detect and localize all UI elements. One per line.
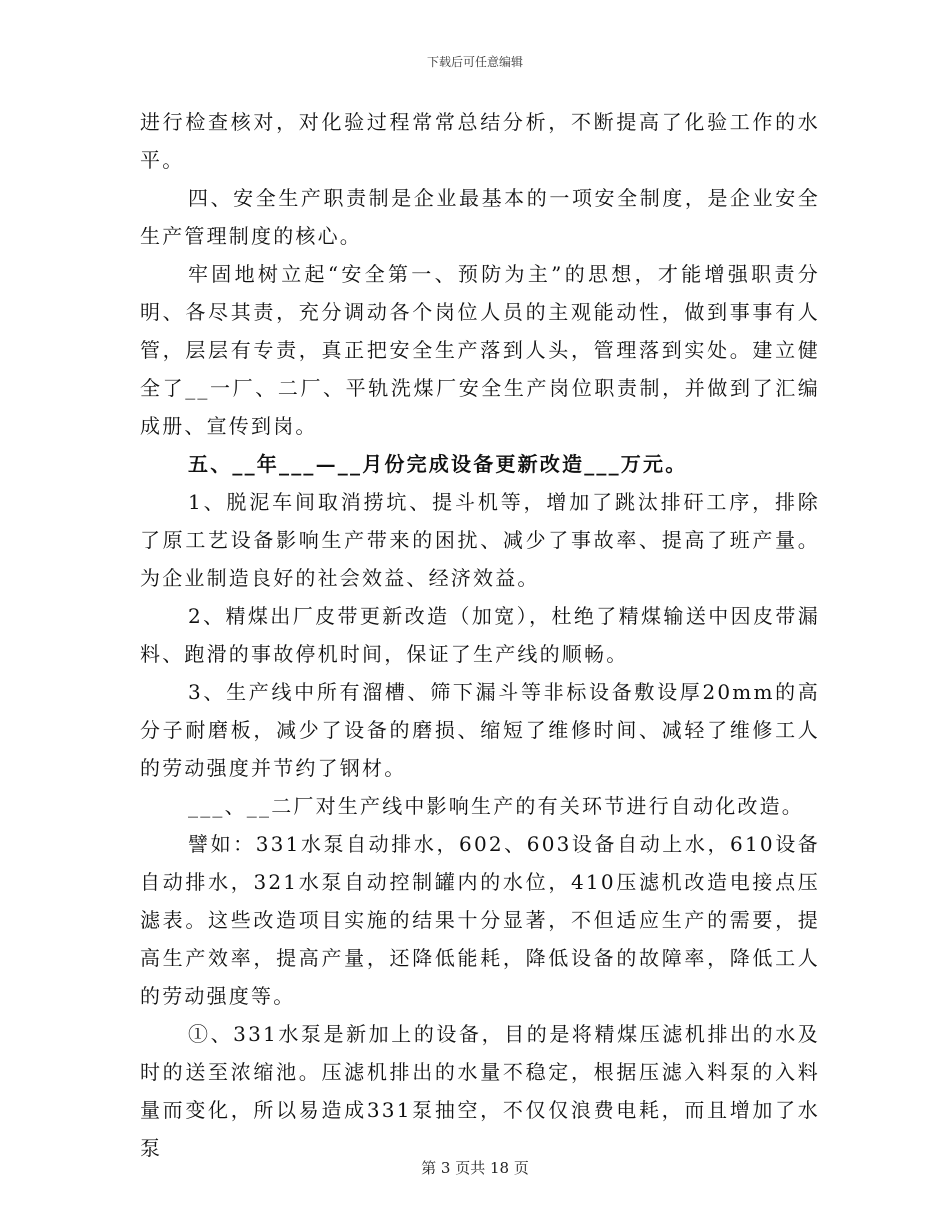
document-body (140, 103, 820, 1167)
paragraph-examples: 譬如：331水泵自动排水，602、603设备自动上水，610设备自动排水，321水泵自动控制罐内的水位，410压滤机改造电接点压滤表。这些改造项目实施的结果十分显著，不但适应生产的需要，提高生产效率，提高产量，还降低能耗，降低设备的故障率，降低工人的劳动强度等。 (140, 832, 820, 1008)
paragraph-pump-331: ①、331水泵是新加上的设备，目的是将精煤压滤机排出的水及时的送至浓缩池。压滤机排出的水量不稳定，根据压滤入料泵的入料量而变化，所以易造成331泵抽空，不仅仅浪费电耗，而且增加了水泵 (140, 1022, 820, 1160)
paragraph-item-1: 1、脱泥车间取消捞坑、提斗机等，增加了跳汰排矸工序，排除了原工艺设备影响生产带来的困扰、减少了事故率、提高了班产量。为企业制造良好的社会效益、经济效益。 (140, 490, 820, 590)
page-header-note: 下载后可任意编辑 (426, 55, 523, 69)
paragraph-item-2: 2、精煤出厂皮带更新改造（加宽），杜绝了精煤输送中因皮带漏料、跑滑的事故停机时间，保证了生产线的顺畅。 (140, 604, 820, 666)
paragraph-item-3: 3、生产线中所有溜槽、筛下漏斗等非标设备敷设厚20mm的高分子耐磨板，减少了设备的磨损、缩短了维修时间、减轻了维修工人的劳动强度并节约了钢材。 (140, 680, 820, 780)
paragraph-chemical-check: 进行检查核对，对化验过程常常总结分析，不断提高了化验工作的水平。 (140, 110, 820, 172)
paragraph-safety-first: 牢固地树立起“安全第一、预防为主”的思想，才能增强职责分明、各尽其责，充分调动各个岗位人员的主观能动性，做到事事有人管，层层有专责，真正把安全生产落到人头，管理落到实处。建立健全了__一厂、二厂、平轨洗煤厂安全生产岗位职责制，并做到了汇编成册、宣传到岗。 (140, 262, 820, 438)
paragraph-section-five-heading: 五、__年___—__月份完成设备更新改造___万元。 (188, 452, 688, 476)
paragraph-section-four: 四、安全生产职责制是企业最基本的一项安全制度，是企业安全生产管理制度的核心。 (140, 186, 820, 248)
paragraph-automation: ___、__二厂对生产线中影响生产的有关环节进行自动化改造。 (188, 794, 804, 818)
page-number-footer: 第 3 页共 18 页 (421, 1159, 529, 1177)
